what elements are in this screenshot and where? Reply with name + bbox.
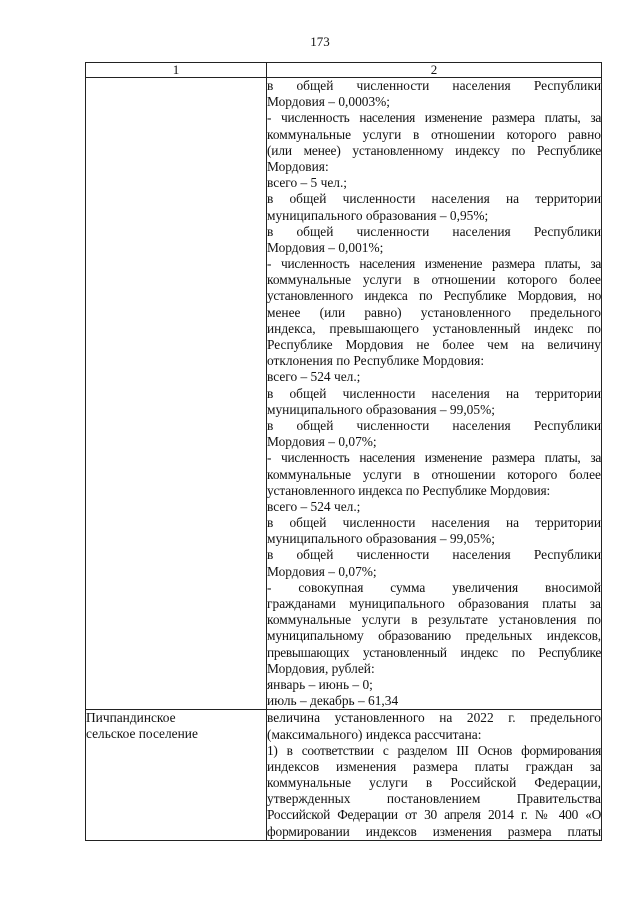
text-line: Республике Мордовия не более чем на величину	[267, 337, 601, 352]
text-line: в общей численности населения Республики	[267, 78, 601, 93]
text-line: - численность населения изменение размера платы, за	[267, 256, 601, 272]
text-line: Мордовия – 0,07%;	[267, 563, 377, 579]
text-line: в общей численности населения на территории	[267, 191, 601, 207]
text-line: июль – декабрь – 61,34	[267, 693, 399, 709]
text-line: 1) в соответствии с разделом III Основ формирования	[267, 742, 601, 758]
text-line: Мордовия – 0,001%;	[267, 239, 384, 255]
table-row	[86, 78, 602, 710]
text-line: коммунальные услуги в результате установления по	[267, 612, 601, 628]
text-line: всего – 524 чел.;	[267, 498, 361, 514]
text-line: Мордовия – 0,0003%;	[267, 94, 391, 110]
text-line: муниципальному образованию предельных индексов,	[267, 628, 601, 644]
municipality-name-line: сельское поселение	[86, 726, 198, 742]
text-line: формировании индексов изменения размера платы	[267, 823, 601, 839]
table-row	[86, 710, 602, 841]
municipality-cell	[86, 78, 267, 710]
column-header-1: 1	[86, 63, 267, 78]
text-line: утвержденных постановлением Правительства	[267, 791, 601, 807]
text-line: в общей численности населения Республики	[267, 223, 601, 239]
text-line: индексов изменения размера платы граждан за	[267, 758, 601, 774]
text-line: всего – 524 чел.;	[267, 369, 361, 385]
table-header-row	[86, 63, 602, 78]
text-line: в общей численности населения на территории	[267, 515, 601, 531]
text-line: коммунальные услуги в Российской Федерации,	[267, 775, 601, 791]
text-line: муниципального образования – 99,05%;	[267, 531, 495, 547]
municipality-name-line: Пичпандинское	[86, 710, 176, 726]
text-line: в общей численности населения на территории	[267, 385, 601, 401]
text-line: Мордовия:	[267, 158, 329, 174]
text-line: коммунальные услуги в отношении которого равно	[267, 126, 601, 142]
text-line: в общей численности населения Республики	[267, 547, 601, 563]
text-line: муниципального образования – 99,05%;	[267, 401, 495, 417]
page-number: 173	[310, 34, 330, 49]
text-line: (максимального) индекса рассчитана:	[267, 726, 482, 742]
text-line: коммунальные услуги в отношении которого более	[267, 466, 601, 482]
text-line: муниципального образования – 0,95%;	[267, 207, 489, 223]
text-line: коммунальные услуги в отношении которого более	[267, 272, 601, 288]
text-line: в общей численности населения Республики	[267, 417, 601, 433]
text-line: превышающих установленный индекс по Республике	[267, 644, 601, 660]
municipality-cell	[86, 710, 267, 841]
description-cell	[267, 78, 602, 710]
text-line: (или менее) установленному индексу по Республике	[267, 142, 601, 158]
text-line: установленного индекса по Республике Мордовия:	[267, 482, 551, 498]
text-line: величина установленного на 2022 г. предельного	[267, 710, 601, 726]
text-line: январь – июнь – 0;	[267, 676, 373, 692]
text-line: гражданами муниципального образования платы за	[267, 596, 601, 611]
text-line: - численность населения изменение размера платы, за	[267, 450, 601, 466]
text-line: отклонения по Республике Мордовия:	[267, 353, 485, 369]
text-line: Российской Федерации от 30 апреля 2014 г. № 400 «О	[267, 807, 601, 823]
column-header-2: 2	[267, 63, 602, 78]
text-line: установленного индекса по Республике Мордовия, но	[267, 288, 601, 304]
document-table	[85, 62, 602, 841]
text-line: индекса, превышающего установленный индекс по	[267, 320, 601, 336]
text-line: - численность населения изменение размера платы, за	[267, 110, 601, 126]
text-line: Мордовия – 0,07%;	[267, 434, 377, 450]
text-line: Мордовия, рублей:	[267, 660, 375, 676]
text-line: - совокупная сумма увеличения вносимой	[267, 579, 601, 595]
text-line: всего – 5 чел.;	[267, 175, 348, 191]
text-line: менее (или равно) установленного предельного	[267, 304, 601, 320]
description-cell	[267, 710, 602, 841]
